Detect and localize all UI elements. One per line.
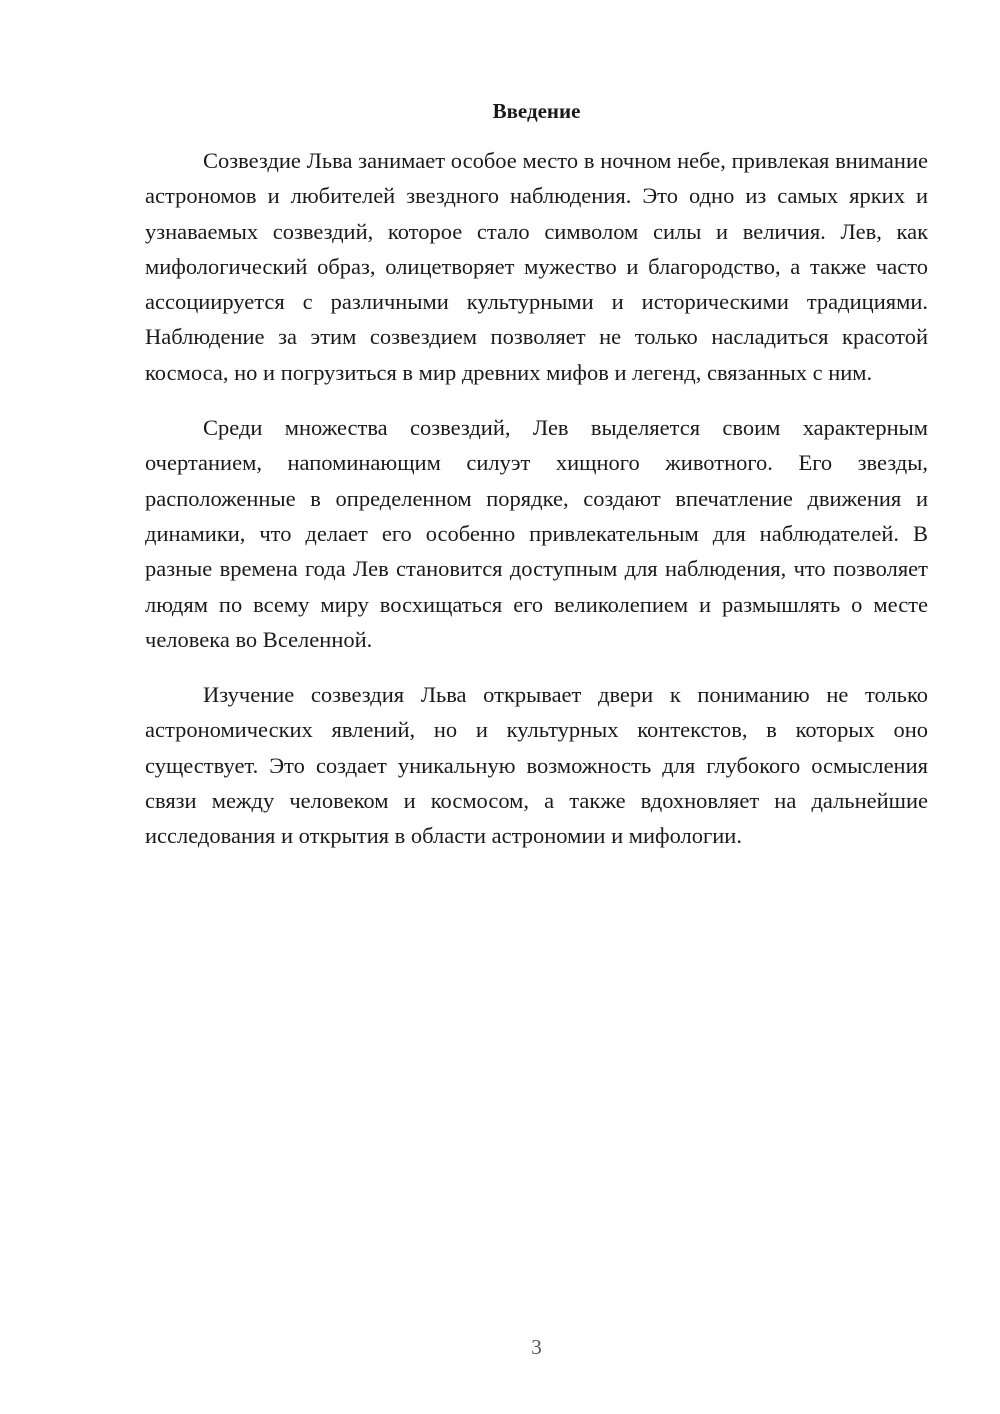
section-heading: Введение: [492, 99, 581, 123]
paragraph-1: Созвездие Льва занимает особое место в ночном небе, привлекая внимание астрономов и любителей звездного наблюдения. Это одно из самых ярких и узнаваемых созвездий, которое стало символом силы и величия. Лев, как мифологический образ, олицетворяет мужество и благородство, а также часто ассоциируется с различными культурными и историческими традициями. Наблюдение за этим созвездием позволяет не только насладиться красотой космоса, но и погрузиться в мир древних мифов и легенд, связанных с ним.: [145, 148, 928, 385]
body-text: [145, 143, 928, 874]
paragraph-3: Изучение созвездия Льва открывает двери к пониманию не только астрономических явлений, но и культурных контекстов, в которых оно существует. Это создает уникальную возможность для глубокого осмысления связи между человеком и космосом, а также вдохновляет на дальнейшие исследования и открытия в области астрономии и мифологии.: [145, 682, 928, 849]
page-number: 3: [531, 1335, 542, 1359]
paragraph-2: Среди множества созвездий, Лев выделяется своим характерным очертанием, напоминающим силуэт хищного животного. Его звезды, расположенные в определенном порядке, создают впечатление движения и динамики, что делает его особенно привлекательным для наблюдателей. В разные времена года Лев становится доступным для наблюдения, что позволяет людям по всему миру восхищаться его великолепием и размышлять о месте человека во Вселенной.: [145, 415, 928, 652]
